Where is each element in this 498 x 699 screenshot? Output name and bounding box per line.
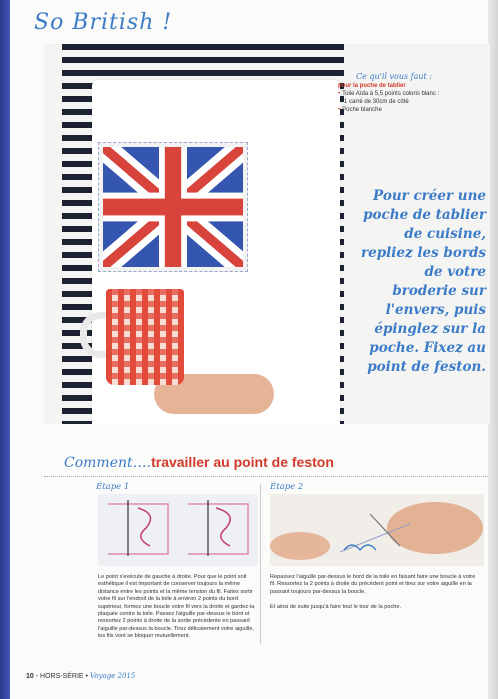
step2-text-end: Et ainsi de suite jusqu'à faire tout le tour de la poche. xyxy=(270,604,402,610)
supply-item: • Toile Aïda à 5,5 points coloris blanc : xyxy=(338,91,440,97)
callout-text: Pour créer une poche de tablier de cuisine, repliez les bords de votre broderie sur l'envers, puis épinglez sur la poche. Fixez au point de feston. xyxy=(361,188,486,375)
needle-photo-icon xyxy=(270,494,484,566)
step2-label: Étape 2 xyxy=(270,482,304,492)
step1-text: Le point s'exécute de gauche à droite. Pour que le point soit esthétique il est important de conserver toujours la même distance entre les points et la même tension du fil. Faites sortir votre fil sur l'endroit de la toile à environ 2 points du bord supérieur, formez une boucle votre fil vers la droite et gardez-la plaquée contre la toile. Passez l'aiguille par-dessus le bord et ressortez 2 points à droite de la sortie précédente en passant l'aiguille par-dessus la boucle. Tirez délicatement votre aiguille, les fils vont se bloquer mutuellement. xyxy=(98,574,255,640)
page-header-title: So British ! xyxy=(34,10,173,35)
union-jack-pocket xyxy=(98,142,248,272)
photo-background-left xyxy=(44,44,62,424)
stitch-diagram-icon xyxy=(98,494,258,566)
step2-text: Repassez l'aiguille par-dessus le bord de la toile en faisant faire une boucle à votre fil. Ressortez la 2 points à droite du précédent point et tirez sur votre aiguille en la passant toujours par-dessus la boucle. xyxy=(270,574,476,595)
gingham-mug xyxy=(106,289,184,385)
page-footer xyxy=(26,672,135,680)
supply-item: 1 carré de 30cm de côté xyxy=(344,99,409,105)
step2-photo xyxy=(270,494,484,566)
page-spine xyxy=(0,0,10,699)
supplies-subheading: pour la poche de tablier xyxy=(338,83,406,89)
footer-magazine: Voyage 2015 xyxy=(89,672,136,680)
supply-item: • Poche blanche xyxy=(338,107,382,113)
supplies-box xyxy=(338,72,478,114)
union-jack-icon xyxy=(103,147,243,267)
page-number: 10 xyxy=(26,673,34,680)
section-title: Comment….travailler au point de feston xyxy=(64,454,334,471)
section-divider xyxy=(44,476,488,477)
supplies-heading: Ce qu'il vous faut : xyxy=(356,72,433,81)
step1-label: Étape 1 xyxy=(96,482,130,492)
footer-label: - HORS-SÉRIE • xyxy=(35,673,88,680)
step-divider xyxy=(260,484,261,644)
step1-illustration xyxy=(98,494,258,566)
howto-section xyxy=(44,454,488,654)
